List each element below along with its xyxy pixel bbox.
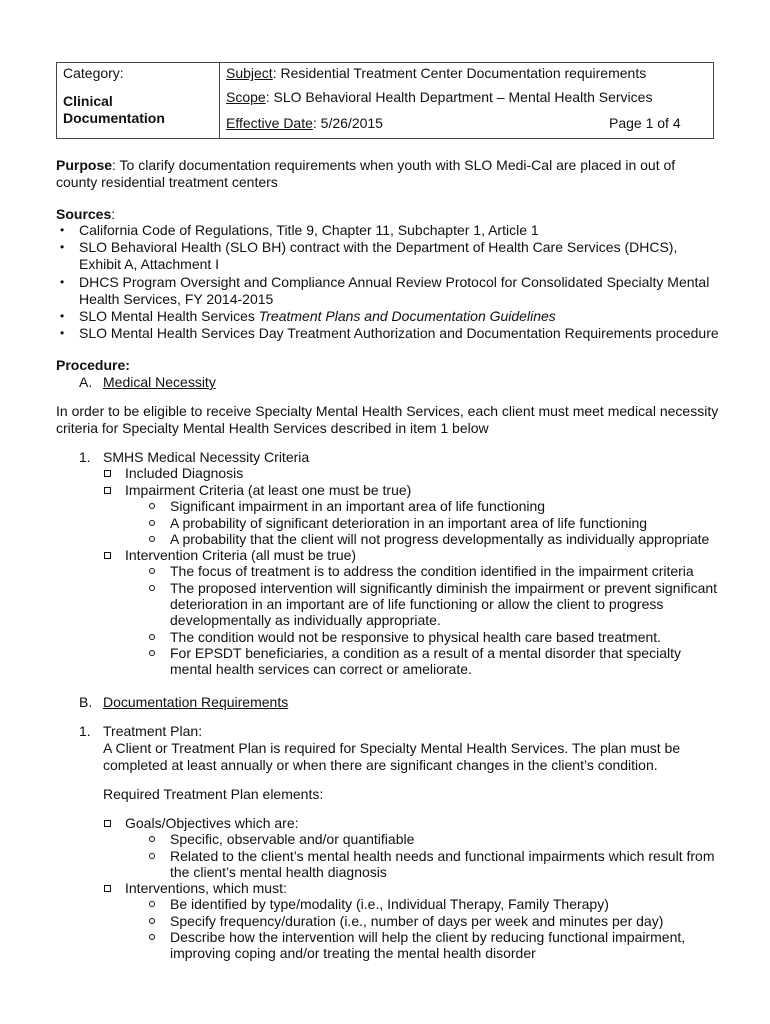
circle-bullet-icon <box>149 568 155 574</box>
category-label: Category: <box>63 65 124 81</box>
checkbox-square-icon <box>104 820 111 827</box>
circle-bullet-icon <box>149 853 155 859</box>
scope-text: : SLO Behavioral Health Department – Mental Health Services <box>265 89 653 105</box>
interventions: Interventions, which must: <box>125 880 287 896</box>
bullet-icon: • <box>60 326 65 340</box>
criteria-impairment: Impairment Criteria (at least one must be true) <box>125 482 412 498</box>
intervention-b-line1: The proposed intervention will significantly diminish the impairment or prevent significant <box>170 580 718 596</box>
intro-line1: In order to be eligible to receive Specialty Mental Health Services, each client must meet medical necessity <box>56 403 719 419</box>
subject-text: : Residential Treatment Center Documentation requirements <box>272 65 647 81</box>
intervention-c: The condition would not be responsive to physical health care based treatment. <box>170 629 662 645</box>
scope-label: Scope <box>226 89 266 105</box>
checkbox-square-icon <box>104 885 111 892</box>
criteria-intervention: Intervention Criteria (all must be true) <box>125 547 357 563</box>
sources-label: Sources <box>56 206 112 222</box>
bullet-icon: • <box>60 223 65 237</box>
bullet-icon: • <box>60 309 65 323</box>
purpose-label: Purpose <box>56 157 113 173</box>
purpose-line1 <box>56 157 675 173</box>
required-elements-heading: Required Treatment Plan elements: <box>103 786 324 802</box>
impairment-b: A probability of significant deterioration in an important area of life functioning <box>170 515 648 531</box>
sources-heading <box>56 206 115 222</box>
subject-label: Subject <box>226 65 273 81</box>
treatment-plan-line2: completed at least annually or when there are significant changes in the client’s condition. <box>103 757 658 773</box>
source-item-2-line1: SLO Behavioral Health (SLO BH) contract with the Department of Health Care Services (DHCS), <box>79 239 678 255</box>
bullet-icon: • <box>60 275 65 289</box>
circle-bullet-icon <box>149 934 155 940</box>
criteria-included-diagnosis: Included Diagnosis <box>125 465 244 481</box>
impairment-a: Significant impairment in an important area of life functioning <box>170 498 546 514</box>
interventions-c-line2: improving coping and/or treating the mental health disorder <box>170 945 536 961</box>
page-number: Page 1 of 4 <box>609 115 681 131</box>
impairment-c: A probability that the client will not progress developmentally as individually appropriate <box>170 531 710 547</box>
source-item-4-title: Treatment Plans and Documentation Guidelines <box>258 308 556 324</box>
goals-b-line1: Related to the client’s mental health needs and functional impairments which result from <box>170 848 715 864</box>
intro-line2: criteria for Specialty Mental Health Services described in item 1 below <box>56 420 489 436</box>
bullet-icon: • <box>60 240 65 254</box>
effective-date-text: : 5/26/2015 <box>312 115 383 131</box>
source-item-3-line1: DHCS Program Oversight and Compliance Annual Review Protocol for Consolidated Specialty Mental <box>79 274 710 290</box>
intervention-d-line2: mental health services can correct or ameliorate. <box>170 661 472 677</box>
effective-date-line <box>226 115 383 131</box>
item-1-marker: 1. <box>79 449 91 465</box>
item-1-title: SMHS Medical Necessity Criteria <box>103 449 310 465</box>
treatment-plan-marker: 1. <box>79 723 91 739</box>
circle-bullet-icon <box>149 585 155 591</box>
intervention-d-line1: For EPSDT beneficiaries, a condition as a result of a mental disorder that specialty <box>170 645 681 661</box>
sources-colon: : <box>111 206 116 222</box>
circle-bullet-icon <box>149 520 155 526</box>
checkbox-square-icon <box>104 552 111 559</box>
category-value-line1: Clinical <box>63 93 113 109</box>
goals-b-line2: the client’s mental health diagnosis <box>170 864 387 880</box>
source-item-5: SLO Mental Health Services Day Treatment Authorization and Documentation Requirements procedure <box>79 325 719 341</box>
checkbox-square-icon <box>104 470 111 477</box>
circle-bullet-icon <box>149 836 155 842</box>
circle-bullet-icon <box>149 918 155 924</box>
section-a-title: Medical Necessity <box>103 374 216 390</box>
intervention-b-line3: developmentally as individually appropriate. <box>170 612 441 628</box>
interventions-c-line1: Describe how the intervention will help the client by reducing functional impairment, <box>170 929 686 945</box>
source-item-1: California Code of Regulations, Title 9, Chapter 11, Subchapter 1, Article 1 <box>79 222 539 238</box>
circle-bullet-icon <box>149 901 155 907</box>
section-b-marker: B. <box>79 694 93 710</box>
checkbox-square-icon <box>104 487 111 494</box>
treatment-plan-title: Treatment Plan: <box>103 723 203 739</box>
subject-line <box>226 65 646 81</box>
intervention-a: The focus of treatment is to address the condition identified in the impairment criteria <box>170 563 694 579</box>
section-b-title: Documentation Requirements <box>103 694 289 710</box>
circle-bullet-icon <box>149 650 155 656</box>
treatment-plan-line1: A Client or Treatment Plan is required for Specialty Mental Health Services. The plan must be <box>103 740 681 756</box>
procedure-heading: Procedure: <box>56 357 130 373</box>
category-value-line2: Documentation <box>63 110 165 126</box>
scope-line <box>226 89 652 105</box>
goals-objectives: Goals/Objectives which are: <box>125 815 299 831</box>
goals-a: Specific, observable and/or quantifiable <box>170 831 415 847</box>
header-divider <box>219 63 220 138</box>
purpose-line2: county residential treatment centers <box>56 174 278 190</box>
purpose-text: : To clarify documentation requirements when youth with SLO Medi-Cal are placed in out of <box>112 157 676 173</box>
circle-bullet-icon <box>149 634 155 640</box>
section-a-marker: A. <box>79 374 93 390</box>
interventions-a: Be identified by type/modality (i.e., Individual Therapy, Family Therapy) <box>170 896 609 912</box>
source-item-3-line2: Health Services, FY 2014-2015 <box>79 291 274 307</box>
circle-bullet-icon <box>149 536 155 542</box>
source-item-4-prefix: SLO Mental Health Services <box>79 308 259 324</box>
interventions-b: Specify frequency/duration (i.e., number of days per week and minutes per day) <box>170 913 664 929</box>
effective-date-label: Effective Date <box>226 115 313 131</box>
source-item-4 <box>79 308 556 324</box>
circle-bullet-icon <box>149 503 155 509</box>
source-item-2-line2: Exhibit A, Attachment I <box>79 256 220 272</box>
intervention-b-line2: deterioration in an important are of life functioning or allow the client to progress <box>170 596 664 612</box>
